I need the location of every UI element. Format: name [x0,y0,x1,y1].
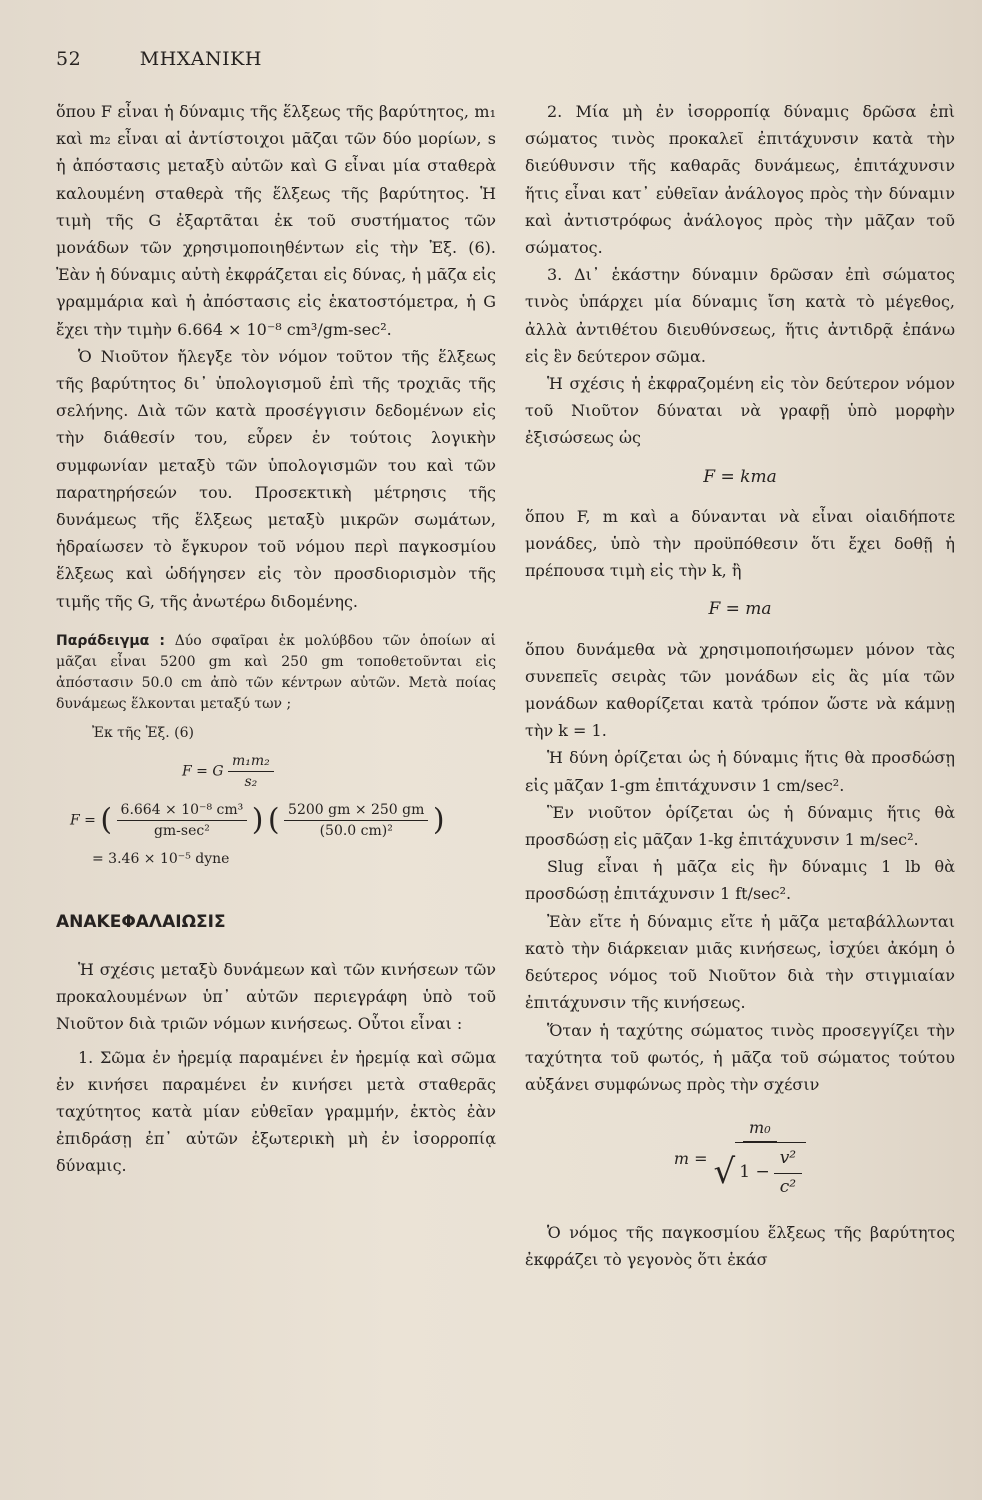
law-3: 3. Δι᾽ ἑκάστην δύναμιν δρῶσαν ἐπὶ σώματος τινὸς ὑπάρχει μία δύναμις ἴση κατὰ τὸ μέγεθος, ἀλλὰ ἀντιθέτου διευθύνσεως, ἥτις ἀντιδρᾷ ἐπάνω εἰς ἓν δεύτερον σῶμα. [525,265,955,366]
calc-substitution-lhs: F = [70,812,96,829]
example-text: Δύο σφαῖραι ἐκ μολύβδου τῶν ὁποίων αἱ μᾶζαι εἶναι 5200 gm καὶ 250 gm τοποθετοῦνται εἰς ἀπόστασιν 50.0 cm ἀπὸ τῶν κέντρων αὐτῶν. Μετὰ ποίας δυνάμεως ἕλκονται μεταξύ των ; [56,632,496,712]
page-number: 52 [56,48,82,70]
calc-g-fraction [228,751,274,792]
example-block [56,631,496,715]
law-1: 1. Σῶμα ἐν ἠρεμίᾳ παραμένει ἐν ἠρεμίᾳ καὶ σῶμα ἐν κινήσει παραμένει ἐν κινήσει μετὰ σταθερᾶς ταχύτητος κατὰ μίαν εὐθεῖαν γραμμήν, ἐκτὸς ἐὰν ἐπιδράσῃ ἐπ᾽ αὐτῶν ἐξωτερικὴ μὴ ἐν ἰσορροπίᾳ δύναμις. [56,1047,496,1176]
rel-v-over-c [774,1145,802,1200]
calc-fraction-1-denominator: gm-sec² [153,822,210,839]
paragraph-dyne: Ἡ δύνη ὁρίζεται ὡς ἡ δύναμις ἥτις θὰ προσδώσῃ εἰς μᾶζαν 1-gm ἐπιτάχυνσιν 1 cm/sec². [525,748,955,795]
relativistic-mass-equation [525,1114,955,1203]
summary-intro: Ἡ σχέσις μεταξὺ δυνάμεων καὶ τῶν κινήσεων τῶν προκαλουμένων ὑπ᾽ αὐτῶν περιεγράφη ὑπὸ τοῦ Νιοῦτον διὰ τριῶν νόμων κινήσεως. Οὗτοι εἶναι : [56,960,496,1034]
running-title: ΜΗΧΑΝΙΚΗ [139,48,262,70]
rel-fraction [714,1114,807,1203]
paragraph-newton-unit: Ἓν νιοῦτον ὁρίζεται ὡς ἡ δύναμις ἥτις θὰ προσδώσῃ εἰς μᾶζαν 1-kg ἐπιτάχυνσιν 1 m/sec². [525,802,955,850]
law-2: 2. Μία μὴ ἐν ἰσορροπίᾳ δύναμις δρῶσα ἐπὶ σώματος τινὸς προκαλεῖ ἐπιτάχυνσιν κατὰ τὴν διεύθυνσιν τῆς καθαρᾶς δυνάμεως, ἐπιτάχυνσιν ἥτις εἶναι κατ᾽ εὐθεῖαν ἀνάλογος πρὸς τὴν δύναμιν καὶ ἀντιστρόφως ἀνάλογος πρὸς τὴν μᾶζαν τοῦ σώματος. [525,102,955,258]
rel-sqrt: √ 1 − $\frac{\text{v²}}{\text{c²}}$ [714,1142,807,1202]
calc-substitution: F = ( $\frac{\text{6.664 × 10⁻⁸ cm³}}{\text{gm-sec²}}$ ) ( $\frac{5200 gm \times 250 gm}{\text{(50.0 cm)²}}$ ) [70,801,445,839]
calc-result: = 3.46 × 10⁻⁵ dyne [92,850,230,867]
calc-g-numerator: m₁m₂ [228,751,274,772]
paragraph-gravity-definition: ὅπου F εἶναι ἡ δύναμις τῆς ἕλξεως τῆς βαρύτητος, m₁ καὶ m₂ εἶναι αἱ ἀντίστοιχοι μᾶζαι τῶν δύο μορίων, s ἡ ἀπόστασις μεταξὺ αὐτῶν καὶ G εἶναι μία σταθερὰ καλουμένη σταθερὰ τῆς ἕλξεως τῆς βαρύτητος. Ἡ τιμὴ τῆς G ἐξαρτᾶται ἐκ τοῦ συστήματος τῶν μονάδων τῶν χρησιμοποιηθέντων εἰς τὴν Ἐξ. (6). Ἐὰν ἡ δύναμις αὐτὴ ἐκφράζεται εἰς δύνας, ἡ μᾶζα εἰς γραμμάρια καὶ ἡ ἀπόστασις εἰς ἑκατοστόμετρα, ἡ G ἔχει τὴν τιμὴν 6.664 × 10⁻⁸ cm³/gm-sec². [56,102,496,339]
rel-lhs: m = [673,1148,708,1168]
calculation-block [70,723,496,869]
paragraph-slug: Slug εἶναι ἡ μᾶζα εἰς ἣν δύναμις 1 lb θὰ προσδώσῃ ἐπιτάχυνσιν 1 ft/sec². [525,857,955,904]
rel-radicand [735,1142,806,1202]
calc-fraction-1-numerator: 6.664 × 10⁻⁸ cm³ [117,800,248,821]
calc-fraction-2-numerator: 5200 gm × 250 gm [284,800,428,821]
calc-fraction-2-denominator: (50.0 cm)² [319,822,393,839]
paragraph-variable-mass: Ἐὰν εἴτε ἡ δύναμις εἴτε ἡ μᾶζα μεταβάλλωνται κατὸ τὴν διάρκειαν μιᾶς κινήσεως, ἰσχύει ἀκόμη ὁ δεύτερος νόμος τοῦ Νιοῦτον διὰ τὴν στιγμιαίαν ἐπιτάχυνσιν τῆς κινήσεως. [525,911,955,1013]
calc-fraction-2 [284,800,428,841]
calc-formula [182,751,496,792]
equation-f-kma: F = kma [703,466,777,487]
equation-f-ma: F = ma [708,599,772,620]
calc-g-denominator: s₂ [244,773,258,790]
paragraph-consistent-units: ὅπου δυνάμεθα νὰ χρησιμοποιήσωμεν μόνον τὰς συνεπεῖς σειρὰς τῶν μονάδων εἰς ἃς μία τῶν μονάδων καθορίζεται κατὰ τρόπον ὥστε νὰ κάμνῃ τὴν k = 1. [525,639,955,741]
paragraph-gravity-law: Ὁ νόμος τῆς παγκοσμίου ἕλξεως τῆς βαρύτητος ἐκφράζει τὸ γεγονὸς ὅτι ἑκάσ [525,1222,955,1269]
rel-numerator: m₀ [743,1114,777,1142]
calc-fraction-1 [117,800,248,841]
rel-v2: v² [774,1145,802,1173]
calc-formula-lhs: F = G [182,763,224,780]
right-column [525,98,955,1273]
rel-one-minus: 1 − [739,1162,770,1183]
page-header [56,48,262,70]
example-label: Παράδειγμα : [56,632,165,649]
section-title: ΑΝΑΚΕΦΑΛΑΙΩΣΙΣ [56,911,226,932]
paragraph-k-constant: ὅπου F, m καὶ a δύνανται νὰ εἶναι οἱαιδήποτε μονάδες, ὑπὸ τὴν προϋπόθεσιν ὅτι ἔχει δοθῇ ἡ πρέπουσα τιμὴ εἰς τὴν k, ἢ [525,506,955,581]
calc-reference: Ἐκ τῆς Ἐξ. (6) [92,724,194,741]
rel-c2: c² [779,1176,797,1197]
paragraph-second-law: Ἡ σχέσις ἡ ἐκφραζομένη εἰς τὸν δεύτερον νόμον τοῦ Νιοῦτον δύναται νὰ γραφῇ ὑπὸ μορφὴν ἐξισώσεως ὡς [525,374,955,448]
paragraph-newton-moon: Ὁ Νιοῦτον ἤλεγξε τὸν νόμον τοῦτον τῆς ἕλξεως τῆς βαρύτητος δι᾽ ὑπολογισμοῦ ἐπὶ τῆς τροχιᾶς τῆς σελήνης. Διὰ τῶν κατὰ προσέγγισιν δεδομένων εἰς τὴν διάθεσίν του, εὗρεν ἐν τούτοις λογικὴν συμφωνίαν μεταξὺ τῶν ὑπολογισμῶν του καὶ τῶν παρατηρήσεών του. Προσεκτικὴ μέτρησις τῆς δυνάμεως τῆς ἕλξεως μεταξὺ μικρῶν σωμάτων, ἡδραίωσεν τὸ ἔγκυρον τοῦ νόμου περὶ παγκοσμίου ἕλξεως καὶ ὡδήγησεν εἰς τὸν προσδιορισμὸν τῆς τιμῆς τῆς G, τῆς ἀνωτέρω διδομένης. [56,346,496,611]
paragraph-relativity: Ὅταν ἡ ταχύτης σώματος τινὸς προσεγγίζει τὴν ταχύτητα τοῦ φωτός, ἡ μᾶζα τοῦ σώματος τούτου αὐξάνει συμφώνως πρὸς τὴν σχέσιν [525,1020,955,1094]
left-column [56,98,496,1180]
